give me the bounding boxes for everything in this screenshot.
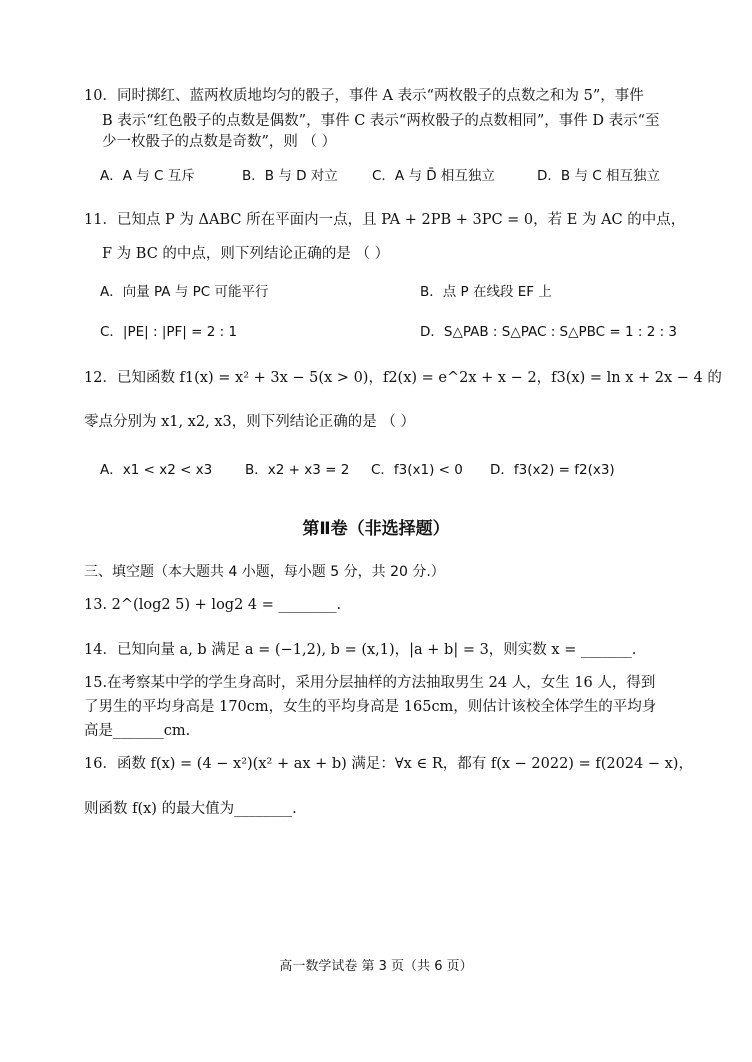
q11-option-a: A．向量 PA 与 PC 可能平行 <box>100 284 269 300</box>
q10-option-c: C．A 与 D̄ 相互独立 <box>372 168 495 184</box>
q12-option-b: B．x2 + x3 = 2 <box>245 462 350 478</box>
section-title: 第Ⅱ卷（非选择题） <box>302 519 450 539</box>
q11-line-2: F 为 BC 的中点，则下列结论正确的是 （ ） <box>102 246 390 262</box>
q15-line-3: 高是_______cm. <box>84 723 191 739</box>
q11-option-b: B．点 P 在线段 EF 上 <box>420 284 552 300</box>
q13-line: 13. 2^(log2 5) + log2 4 = ________. <box>84 597 342 613</box>
q10-line-3: 少一枚骰子的点数是奇数”，则 （ ） <box>102 134 337 150</box>
q14-line: 14．已知向量 a, b 满足 a = (−1,2), b = (x,1)，|a + b| = 3，则实数 x = _______. <box>84 642 637 658</box>
q12-option-a: A．x1 < x2 < x3 <box>100 462 213 478</box>
q15-line-2: 了男生的平均身高是 170cm，女生的平均身高是 165cm，则估计该校全体学生的平均身 <box>84 699 657 715</box>
q10-option-d: D．B 与 C 相互独立 <box>537 168 660 184</box>
page-footer: 高一数学试卷 第 3 页（共 6 页） <box>279 959 473 974</box>
q10-line-1: 10．同时掷红、蓝两枚质地均匀的骰子，事件 A 表示“两枚骰子的点数之和为 5”，事件 <box>84 88 644 104</box>
q12-line-1: 12．已知函数 f1(x) = x² + 3x − 5(x > 0)，f2(x) = e^2x + x − 2，f3(x) = ln x + 2x − 4 的 <box>84 370 722 386</box>
q11-line-1: 11．已知点 P 为 ΔABC 所在平面内一点，且 PA + 2PB + 3PC = 0，若 E 为 AC 的中点， <box>84 212 686 228</box>
q10-option-a: A．A 与 C 互斥 <box>100 168 195 184</box>
q10-line-2: B 表示“红色骰子的点数是偶数”，事件 C 表示“两枚骰子的点数相同”，事件 D 表示“至 <box>102 113 660 129</box>
q16-line-1: 16．函数 f(x) = (4 − x²)(x² + ax + b) 满足：∀x ∈ R，都有 f(x − 2022) = f(2024 − x)， <box>84 756 693 772</box>
q10-option-b: B．B 与 D 对立 <box>242 168 338 184</box>
q15-line-1: 15.在考察某中学的学生身高时，采用分层抽样的方法抽取男生 24 人，女生 16 人，得到 <box>84 675 656 691</box>
part3-heading: 三、填空题（本大题共 4 小题，每小题 5 分，共 20 分.） <box>84 564 445 580</box>
q11-option-d: D．S△PAB : S△PAC : S△PBC = 1 : 2 : 3 <box>420 324 678 340</box>
q12-option-d: D．f3(x2) = f2(x3) <box>490 462 615 478</box>
q12-line-2: 零点分别为 x1, x2, x3，则下列结论正确的是 （ ） <box>84 414 415 430</box>
q16-line-2: 则函数 f(x) 的最大值为________. <box>84 801 297 817</box>
q11-option-c: C．|PE| : |PF| = 2 : 1 <box>100 324 238 340</box>
q12-option-c: C．f3(x1) < 0 <box>371 462 463 478</box>
